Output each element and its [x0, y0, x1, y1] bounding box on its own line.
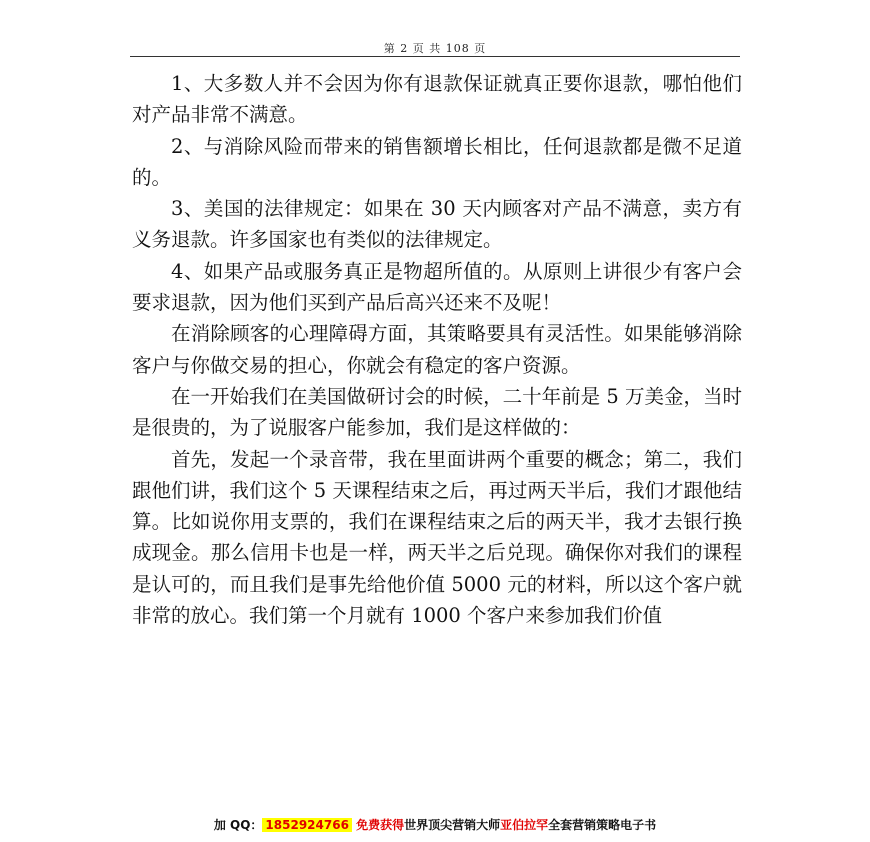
paragraph-4: 4、如果产品或服务真正是物超所值的。从原则上讲很少有客户会要求退款，因为他们买到产品后高兴还来不及呢！	[132, 259, 742, 315]
footer-qq-number: 1852924766	[262, 818, 352, 832]
paragraph-5: 在消除顾客的心理障碍方面，其策略要具有灵活性。如果能够消除客户与你做交易的担心，你就会有稳定的客户资源。	[132, 322, 742, 377]
footer-offer: 免费获得	[356, 818, 405, 832]
paragraph-2: 2、与消除风险而带来的销售额增长相比，任何退款都是微不足道的。	[132, 134, 742, 189]
paragraph-6: 在一开始我们在美国做研讨会的时候，二十年前是 5 万美金，当时是很贵的，为了说服客户能参加，我们是这样做的：	[132, 384, 742, 440]
paragraph-3: 3、美国的法律规定：如果在 30 天内顾客对产品不满意，卖方有义务退款。许多国家也有类似的法律规定。	[132, 197, 742, 252]
footer-prefix: 加 QQ：	[213, 818, 263, 832]
footer-suffix: 全套营销策略电子书	[548, 818, 657, 832]
header-divider	[130, 56, 740, 57]
paragraph-1: 1、大多数人并不会因为你有退款保证就真正要你退款，哪怕他们对产品非常不满意。	[132, 72, 742, 127]
paragraph-7: 首先，发起一个录音带，我在里面讲两个重要的概念；第二，我们跟他们讲，我们这个 5 天课程结束之后，再过两天半后，我们才跟他结算。比如说你用支票的，我们在课程结束之后的两天半，我才去银行换成现金。那么信用卡也是一样，两天半之后兑现。确保你对我们的课程是认可的，而且我们是事先给他价值 5000 元的材料，所以这个客户就非常的放心。我们第一个月就有 1000 个客户来参加我们价值	[132, 447, 742, 628]
document-body	[132, 68, 742, 631]
footer-name: 亚伯拉罕	[500, 818, 549, 832]
footer-banner	[0, 816, 870, 833]
footer-middle: 世界顶尖营销大师	[404, 818, 501, 832]
page-header: 第 2 页 共 108 页	[383, 42, 487, 55]
